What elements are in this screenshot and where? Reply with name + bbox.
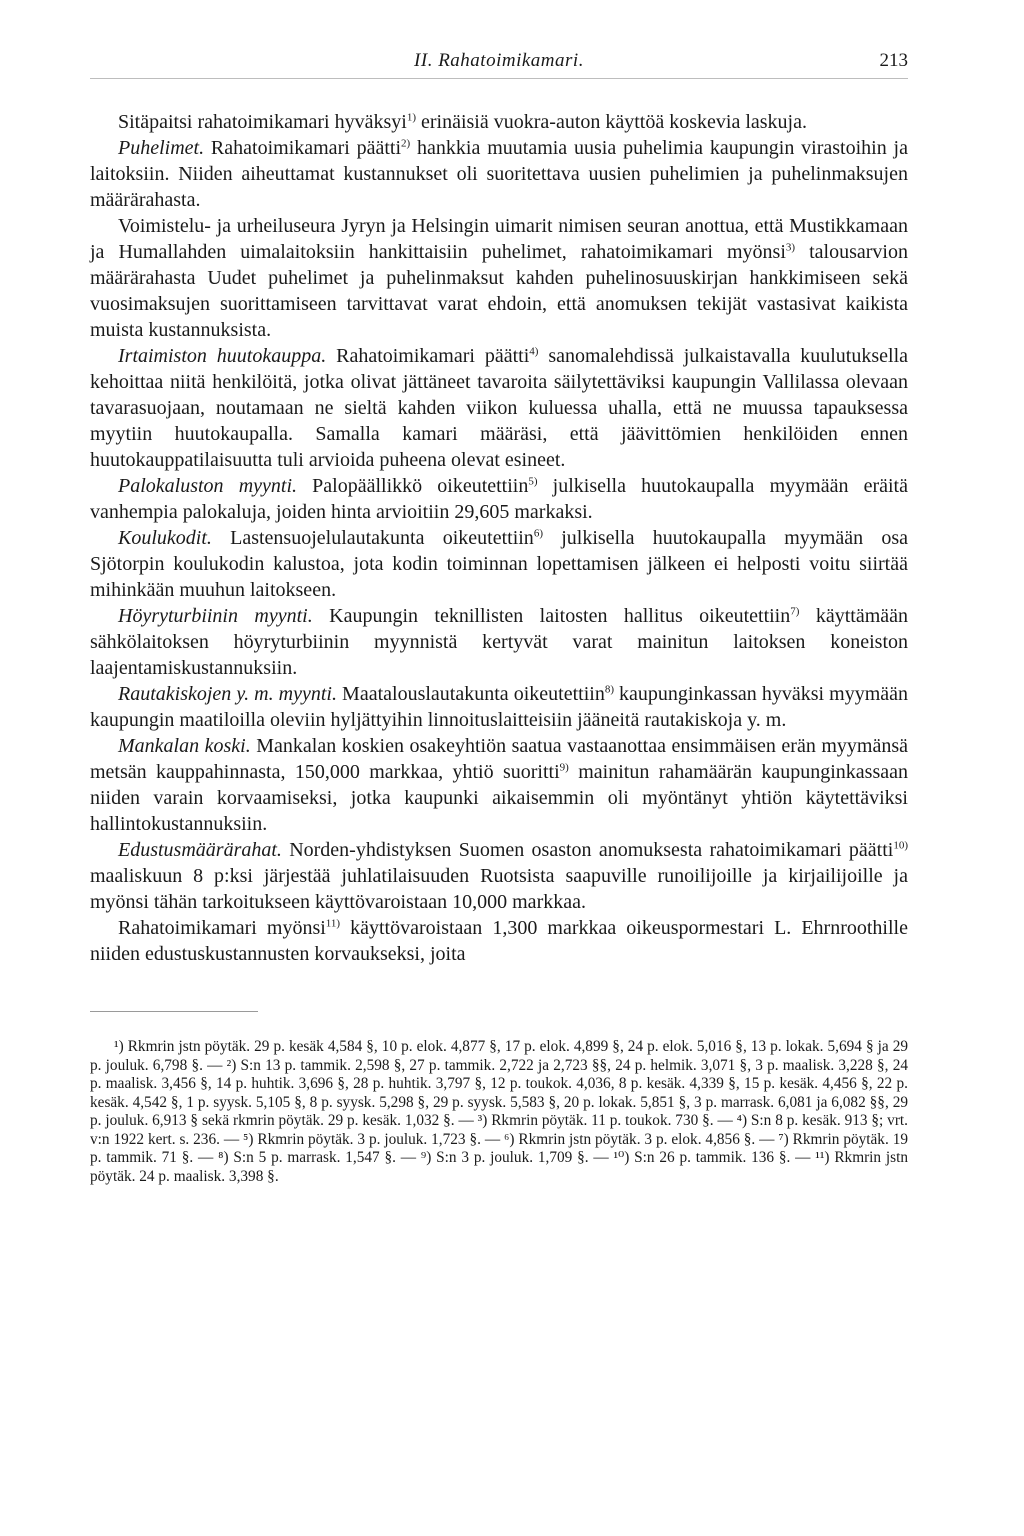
section-heading: Edustusmäärärahat. <box>118 839 282 861</box>
section-heading: Höyryturbiinin myynti. <box>118 605 313 627</box>
section-heading: Irtaimiston huutokauppa. <box>118 345 327 367</box>
paragraph-text: Sitäpaitsi rahatoimikamari hyväksyi <box>118 111 407 133</box>
paragraph <box>90 603 908 681</box>
paragraph-text: Voimistelu- ja urheiluseura Jyryn ja Helsingin uimarit nimisen seuran anottua, että Mustikkamaan ja Humallahden uimalaitoksiin hankittaisiin puhelimet, rahatoimikamari myönsi <box>90 215 908 263</box>
footnote-ref: 5) <box>528 475 538 488</box>
paragraph <box>90 473 908 525</box>
footnotes: ¹) Rkmrin jstn pöytäk. 29 p. kesäk 4,584 §, 10 p. elok. 4,877 §, 17 p. elok. 4,899 §, 24 p. elok. 5,016 §, 13 p. lokak. 5,694 § ja 29 p. jouluk. 6,798 §. — ²) S:n 13 p. tammik. 2,598 §, 27 p. tammik. 2,722 ja 2,723 §§, 24 p. helmik. 3,071 §, 3 p. maalisk. 3,228 §, 24 p. maalisk. 3,456 §, 14 p. huhtik. 3,696 §, 28 p. huhtik. 3,797 §, 12 p. toukok. 4,036, 8 p. kesäk. 4,339 §, 15 p. kesäk. 4,456 §, 22 p. kesäk. 4,542 §, 1 p. syysk. 5,105 §, 8 p. syysk. 5,298 §, 29 p. syysk. 5,583 §, 20 p. lokak. 5,851 §, 3 p. marrask. 6,081 ja 6,082 §§, 29 p. jouluk. 6,913 § sekä rkmrin pöytäk. 29 p. kesäk. 1,032 §. — ³) Rkmrin pöytäk. 11 p. toukok. 730 §. — ⁴) S:n 8 p. kesäk. 913 §; vrt. v:n 1922 kert. s. 236. — ⁵) Rkmrin pöytäk. 3 p. jouluk. 1,723 §. — ⁶) Rkmrin jstn pöytäk. 3 p. elok. 4,856 §. — ⁷) Rkmrin pöytäk. 19 p. tammik. 71 §. — ⁸) S:n 5 p. marrask. 1,547 §. — ⁹) S:n 3 p. jouluk. 1,709 §. — ¹⁰) S:n 26 p. tammik. 136 §. — ¹¹) Rkmrin jstn pöytäk. 24 p. maalisk. 3,398 §. <box>90 1038 908 1185</box>
paragraph <box>90 837 908 915</box>
paragraph-text: käyttövaroistaan 1,300 markkaa oikeuspormestari L. Ehrnroothille niiden edustuskustannusten korvaukseksi, joita <box>90 917 908 965</box>
paragraph-text: Norden-yhdistyksen Suomen osaston anomuksesta rahatoimikamari päätti <box>281 839 894 861</box>
paragraph <box>90 733 908 837</box>
paragraph-text: Rahatoimikamari päätti <box>326 345 530 367</box>
footnote-ref: 4) <box>529 345 539 358</box>
paragraph <box>90 915 908 967</box>
page-number: 213 <box>879 50 908 71</box>
paragraph-text: erinäisiä vuokra-auton käyttöä koskevia laskuja. <box>416 111 807 133</box>
paragraph-text: Maatalouslautakunta oikeutettiin <box>337 683 605 705</box>
section-heading: Mankalan koski. <box>118 735 251 757</box>
paragraph-text: Lastensuojelulautakunta oikeutettiin <box>211 527 534 549</box>
body-text <box>90 109 908 967</box>
page-title: II. Rahatoimikamari. <box>414 50 584 71</box>
footnote-ref: 2) <box>401 137 411 150</box>
running-header <box>90 48 908 79</box>
footnote-ref: 7) <box>790 605 800 618</box>
paragraph-text: Rahatoimikamari päätti <box>204 137 402 159</box>
paragraph-text: mainitun rahamäärän kaupunginkassaan niiden varain korvaamiseksi, jotka kaupunki aikaisemmin oli myöntänyt yhtiön käytettäviksi hallintokustannuksiin. <box>90 761 909 835</box>
paragraph <box>90 135 908 213</box>
footnote-ref: 1) <box>406 111 416 124</box>
paragraph-text: sanomalehdissä julkaistavalla kuulutuksella kehoittaa niitä henkilöitä, jotka olivat jättäneet tavaroita säilytettäviksi kaupungin Vallilassa olevaan tavarasuojaan, noutamaan ne sieltä kahden viikon kuluessa uhalla, että ne muussa tapauksessa myytiin huutokaupalla. Samalla kamari määräsi, että jäävittömien henkilöiden ennen huutokauppatilaisuutta tuli arvioida puheena olevat esineet. <box>90 345 908 471</box>
paragraph <box>90 213 908 343</box>
paragraph-text: kaupunginkassan hyväksi myymään kaupungin maatiloilla oleviin hyljättyihin linnoituslaitteisiin jääneitä rautakiskoja y. m. <box>90 683 909 731</box>
footnote-divider <box>90 1011 258 1012</box>
section-heading: Puhelimet. <box>118 137 205 159</box>
paragraph <box>90 109 908 135</box>
paragraph-text: Mankalan koskien osakeyhtiön saatua vastaanottaa ensimmäisen erän myymänsä metsän kauppahinnasta, 150,000 markkaa, yhtiö suoritti <box>90 735 909 783</box>
paragraph-text: julkisella huutokaupalla myymään osa Sjötorpin koulukodin kalustoa, jota kodin toiminnan lopettamisen jälkeen ei helposti voitu siirtää mihinkään muuhun laitokseen. <box>90 527 908 601</box>
paragraph <box>90 525 908 603</box>
section-heading: Rautakiskojen y. m. myynti. <box>118 683 337 705</box>
footnote-ref: 6) <box>533 527 543 540</box>
paragraph-text: Palopäällikkö oikeutettiin <box>297 475 529 497</box>
paragraph-text: julkisella huutokaupalla myymään eräitä vanhempia palokaluja, joiden hinta arvioitiin 29,605 markaksi. <box>90 475 908 523</box>
paragraph-text: Kaupungin teknillisten laitosten hallitus oikeutettiin <box>312 605 791 627</box>
paragraph-text: hankkia muutamia uusia puhelimia kaupungin virastoihin ja laitoksiin. Niiden aiheuttamat kustannukset oli suoritettava uusien puhelimien ja puhelinmaksujen määrärahasta. <box>90 137 908 211</box>
paragraph <box>90 343 908 473</box>
paragraph <box>90 681 908 733</box>
footnote-ref: 8) <box>604 683 614 696</box>
footnote-ref: 10) <box>893 839 908 852</box>
footnote-ref: 9) <box>559 761 569 774</box>
paragraph-text: talousarvion määrärahasta Uudet puhelimet ja puhelinmaksut kahden puhelinosuuskirjan hankkimiseen sekä vuosimaksujen suorittamiseen tarvittavat varat ehdoin, että anomuksen tekijät vastasivat kaikista muista kustannuksista. <box>90 241 908 341</box>
footnote-ref: 3) <box>785 241 796 254</box>
section-heading: Koulukodit. <box>118 527 212 549</box>
document-page <box>90 48 908 1186</box>
paragraph-text: Rahatoimikamari myönsi <box>118 917 326 939</box>
paragraph-text: maaliskuun 8 p:ksi järjestää juhlatilaisuuden Ruotsista saapuville runoilijoille ja kirjailijoille ja myönsi tähän tarkoitukseen käyttövaroistaan 10,000 markkaa. <box>90 865 908 913</box>
paragraph-text: käyttämään sähkölaitoksen höyryturbiinin myynnistä kertyvät varat mainitun laitoksen koneiston laajentamiskustannuksiin. <box>90 605 909 679</box>
footnote-ref: 11) <box>325 917 341 930</box>
section-heading: Palokaluston myynti. <box>118 475 297 497</box>
